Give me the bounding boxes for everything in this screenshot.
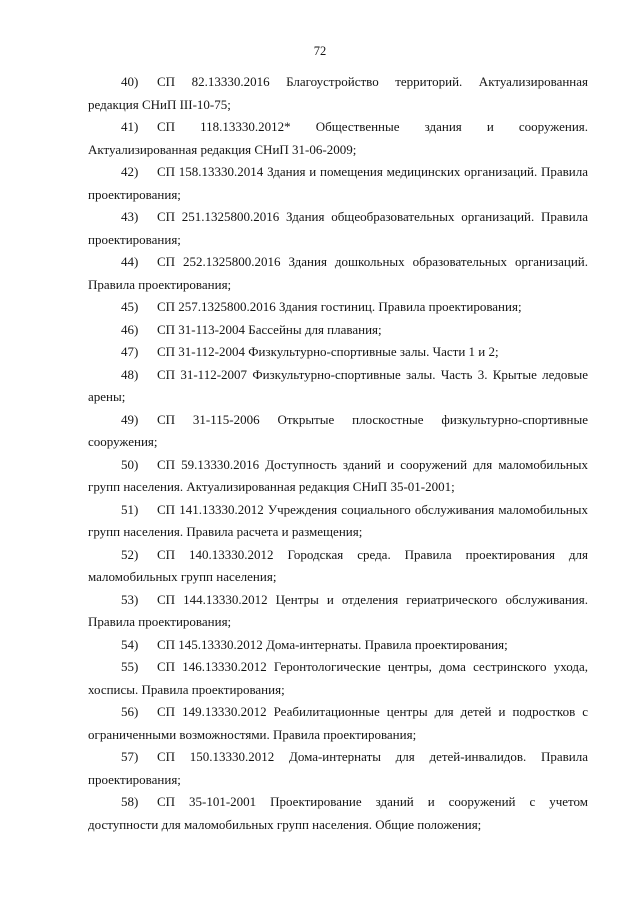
list-item bbox=[88, 319, 588, 342]
list-item-text: СП 251.1325800.2016 Здания общеобразовательных организаций. Правила bbox=[157, 209, 588, 224]
list-item-continuation: Правила проектирования; bbox=[88, 614, 232, 629]
list-item-number: 52) bbox=[121, 546, 139, 562]
list-item-text: СП 59.13330.2016 Доступность зданий и сооружений для маломобильных bbox=[157, 456, 588, 472]
list-item-number: 47) bbox=[121, 344, 139, 359]
list-item bbox=[88, 296, 588, 319]
list-item-text: СП 144.13330.2012 Центры и отделения гериатрического обслуживания. bbox=[157, 591, 588, 607]
list-item bbox=[88, 341, 588, 364]
list-item-text: СП 146.13330.2012 Геронтологические центры, дома сестринского ухода, bbox=[157, 659, 588, 674]
list-item-first-line bbox=[88, 296, 588, 319]
list-item-number: 49) bbox=[121, 411, 139, 427]
list-item-first-line bbox=[88, 206, 588, 229]
list-item-number: 43) bbox=[121, 209, 139, 224]
list-item bbox=[88, 544, 588, 589]
list-item bbox=[88, 656, 588, 701]
list-item-number: 48) bbox=[121, 366, 139, 382]
list-item-number: 54) bbox=[121, 636, 139, 652]
list-item-first-line bbox=[88, 454, 588, 477]
list-item-continuation: проектирования; bbox=[88, 771, 181, 787]
list-item-text: СП 150.13330.2012 Дома-интернаты для детей-инвалидов. Правила bbox=[157, 749, 588, 764]
list-item-text: СП 118.13330.2012* Общественные здания и сооружения. bbox=[157, 119, 588, 134]
list-item bbox=[88, 634, 588, 657]
list-item bbox=[88, 589, 588, 634]
list-item-first-line bbox=[88, 656, 588, 679]
list-item-number: 42) bbox=[121, 164, 139, 179]
list-item-text: СП 252.1325800.2016 Здания дошкольных образовательных организаций. bbox=[157, 254, 588, 269]
list-item-first-line bbox=[88, 71, 588, 94]
list-item bbox=[88, 746, 588, 791]
page-number: 72 bbox=[313, 44, 327, 58]
list-item bbox=[88, 251, 588, 296]
list-item-text: СП 158.13330.2014 Здания и помещения медицинских организаций. Правила bbox=[157, 164, 588, 179]
list-item-first-line bbox=[88, 364, 588, 387]
list-item-text: СП 31-112-2004 Физкультурно-спортивные залы. Части 1 и 2; bbox=[157, 344, 499, 359]
list-item bbox=[88, 71, 588, 116]
list-item-continuation: редакция СНиП III-10-75; bbox=[88, 96, 231, 112]
list-item-first-line bbox=[88, 544, 588, 567]
list-item-text: СП 257.1325800.2016 Здания гостиниц. Правила проектирования; bbox=[157, 299, 522, 314]
list-item-continuation: групп населения. Правила расчета и размещения; bbox=[88, 524, 363, 539]
list-item-number: 46) bbox=[121, 321, 139, 337]
list-item-first-line bbox=[88, 409, 588, 432]
list-item bbox=[88, 454, 588, 499]
list-item-number: 56) bbox=[121, 704, 139, 719]
list-item-number: 58) bbox=[121, 794, 139, 809]
list-item-text: СП 82.13330.2016 Благоустройство территорий. Актуализированная bbox=[157, 74, 588, 89]
list-item bbox=[88, 206, 588, 251]
list-item-first-line bbox=[88, 251, 588, 274]
list-item-first-line bbox=[88, 341, 588, 364]
list-item bbox=[88, 791, 588, 836]
list-item-continuation: групп населения. Актуализированная редакция СНиП 35-01-2001; bbox=[88, 479, 455, 494]
list-item-continuation: ограниченными возможностями. Правила проектирования; bbox=[88, 726, 417, 742]
list-item-text: СП 35-101-2001 Проектирование зданий и сооружений с учетом bbox=[157, 794, 588, 809]
list-item bbox=[88, 116, 588, 161]
list-item-first-line bbox=[88, 701, 588, 724]
list-item-number: 50) bbox=[121, 456, 139, 472]
list-item-number: 55) bbox=[121, 659, 139, 674]
list-item-continuation: доступности для маломобильных групп населения. Общие положения; bbox=[88, 816, 482, 832]
list-item-number: 41) bbox=[121, 119, 139, 134]
list-item-first-line bbox=[88, 499, 588, 522]
list-item-text: СП 149.13330.2012 Реабилитационные центры для детей и подростков с bbox=[157, 704, 588, 719]
list-item-number: 40) bbox=[121, 74, 139, 89]
list-item-first-line bbox=[88, 791, 588, 814]
list-item-text: СП 31-113-2004 Бассейны для плавания; bbox=[157, 321, 382, 337]
list-item-first-line bbox=[88, 116, 588, 139]
list-item-text: СП 145.13330.2012 Дома-интернаты. Правила проектирования; bbox=[157, 636, 508, 652]
list-item-continuation: сооружения; bbox=[88, 434, 158, 449]
list-item-first-line bbox=[88, 634, 588, 657]
standards-list bbox=[88, 71, 588, 836]
list-item-text: СП 31-115-2006 Открытые плоскостные физкультурно-спортивные bbox=[157, 411, 588, 427]
list-item-number: 44) bbox=[121, 254, 139, 269]
list-item-continuation: проектирования; bbox=[88, 231, 181, 247]
list-item-first-line bbox=[88, 589, 588, 612]
list-item-continuation: хосписы. Правила проектирования; bbox=[88, 681, 285, 697]
list-item-number: 51) bbox=[121, 501, 139, 517]
list-item bbox=[88, 364, 588, 409]
list-item-number: 53) bbox=[121, 591, 139, 607]
list-item-first-line bbox=[88, 746, 588, 769]
list-item bbox=[88, 161, 588, 206]
list-item-number: 57) bbox=[121, 749, 139, 764]
list-item-continuation: Правила проектирования; bbox=[88, 276, 232, 292]
list-item bbox=[88, 499, 588, 544]
list-item-first-line bbox=[88, 161, 588, 184]
list-item-continuation: маломобильных групп населения; bbox=[88, 569, 277, 584]
list-item bbox=[88, 701, 588, 746]
list-item-first-line bbox=[88, 319, 588, 342]
list-item-text: СП 140.13330.2012 Городская среда. Правила проектирования для bbox=[157, 546, 588, 562]
list-item-text: СП 31-112-2007 Физкультурно-спортивные залы. Часть 3. Крытые ледовые bbox=[157, 366, 588, 382]
list-item-continuation: проектирования; bbox=[88, 186, 181, 202]
list-item-text: СП 141.13330.2012 Учреждения социального обслуживания маломобильных bbox=[157, 501, 588, 517]
list-item-continuation: арены; bbox=[88, 389, 126, 404]
list-item bbox=[88, 409, 588, 454]
list-item-continuation: Актуализированная редакция СНиП 31-06-2009; bbox=[88, 141, 357, 157]
list-item-number: 45) bbox=[121, 299, 139, 314]
